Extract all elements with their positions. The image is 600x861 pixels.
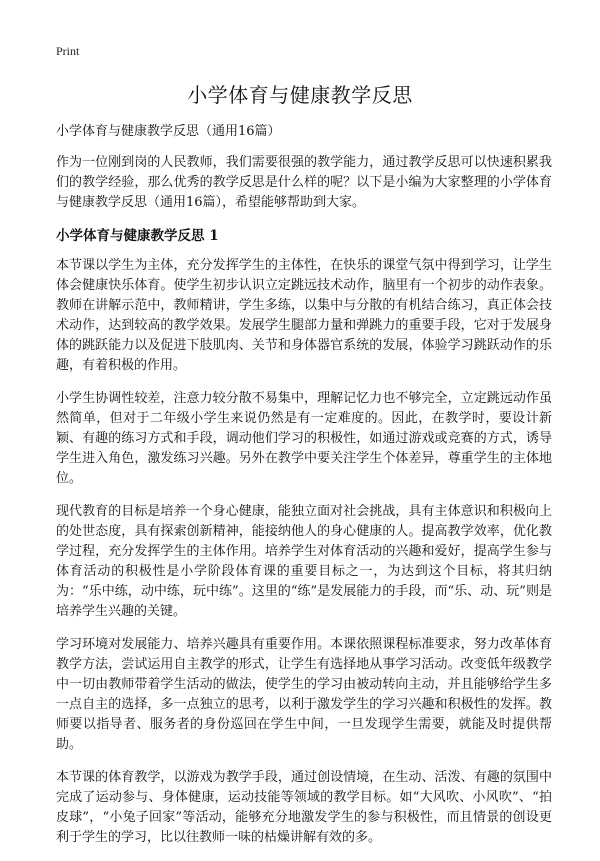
print-label[interactable]: Print [56,44,80,58]
document-subtitle: 小学体育与健康教学反思（通用16篇） [56,124,281,139]
document-body [56,122,552,861]
body-paragraph-3: 现代教育的目标是培养一个身心健康，能独立面对社会挑战，具有主体意识和积极向上的处世态度，具有探索创新精神，能接纳他人的身心健康的人。提高教学效率，优化教学过程，充分发挥学生的主体作用。培养学生对体育活动的兴趣和爱好，提高学生参与体育活动的积极性是小学阶段体育课的重要目标之一，为达到这个目标，将其归纳为：“乐中练，动中练，玩中练”。这里的“练”是发展能力的手段，而“乐、动、玩”则是培养学生兴趣的关键。 [56,504,552,619]
intro-paragraph: 作为一位刚到岗的人民教师，我们需要很强的教学能力，通过教学反思可以快速积累我们的教学经验，那么优秀的教学反思是什么样的呢？以下是小编为大家整理的小学体育与健康教学反思（通用16篇），希望能够帮助到大家。 [56,155,552,210]
body-paragraph-2: 小学生协调性较差，注意力较分散不易集中，理解记忆力也不够完全，立定跳远动作虽然简单，但对于二年级小学生来说仍然是有一定难度的。因此，在教学时，要设计新颖、有趣的练习方式和手段，调动他们学习的积极性，如通过游戏或竞赛的方式，诱导学生进入角色，激发练习兴趣。另外在教学中要关注学生个体差异，尊重学生的主体地位。 [56,391,552,486]
page-title: 小学体育与健康教学反思 [187,83,413,107]
body-paragraph-1: 本节课以学生为主体，充分发挥学生的主体性，在快乐的课堂气氛中得到学习，让学生体会健康快乐体育。使学生初步认识立定跳远技术动作，脑里有一个初步的动作表象。教师在讲解示范中，教师精讲，学生多练，以集中与分散的有机结合练习，真正体会技术动作，达到较高的教学效果。发展学生腿部力量和弹跳力的重要手段，它对于发展身体的跳跃能力以及促进下肢肌肉、关节和身体器官系统的发展，体验学习跳跃动作的乐趣，有着积极的作用。 [56,258,552,373]
section-heading: 小学体育与健康教学反思 1 [56,228,219,244]
body-paragraph-5: 本节课的体育教学，以游戏为教学手段，通过创设情境，在生动、活泼、有趣的氛围中完成了运动参与、身体健康，运动技能等领域的教学目标。如“大风吹、小风吹”、“拍皮球”，“小兔子回家”等活动，能够充分地激发学生的参与积极性，而且情景的创设更利于学生的学习，比以往教师一味的枯燥讲解有效的多。 [56,770,552,845]
body-paragraph-4: 学习环境对发展能力、培养兴趣具有重要作用。本课依照课程标准要求，努力改革体育教学方法，尝试运用自主教学的形式，让学生有选择地从事学习活动。改变低年级教学中一切由教师带着学生活动的做法，使学生的学习由被动转向主动，并且能够给学生多一点自主的选择，多一点独立的思考，以利于激发学生的学习兴趣和积极性的发挥。教师要以指导者、服务者的身份巡回在学生中间，一旦发现学生需要，就能及时提供帮助。 [56,637,552,752]
